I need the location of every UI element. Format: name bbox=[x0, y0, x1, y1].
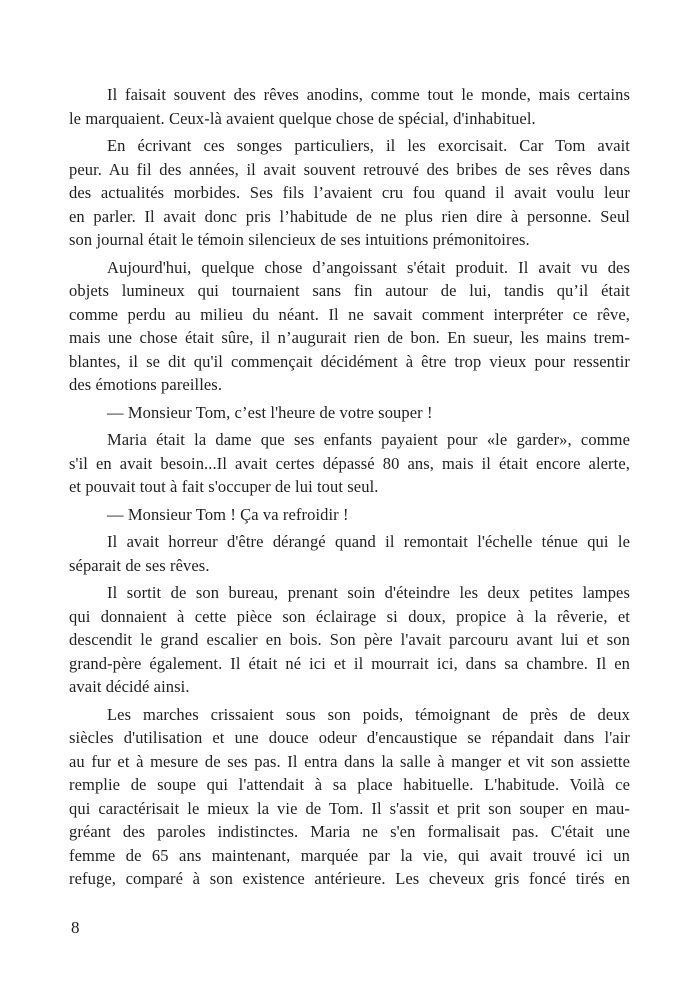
text-line: des émotions pareilles. bbox=[69, 375, 223, 394]
text-line: en parler. Il avait donc pris l’habitude de ne plus rien dire à personne. Seul bbox=[69, 206, 630, 226]
paragraph bbox=[69, 703, 630, 891]
text-line: gréant des paroles indistinctes. Maria ne s'en formalisait pas. C'était une bbox=[69, 822, 630, 841]
dialogue-paragraph bbox=[69, 401, 630, 425]
paragraph bbox=[69, 581, 630, 699]
text-line: qui donnaient à cette pièce son éclairage si doux, propice à la rêverie, et bbox=[69, 606, 630, 626]
dialogue-line: — Monsieur Tom, c’est l'heure de votre souper ! bbox=[107, 402, 433, 422]
text-line: qui caractérisait le mieux la vie de Tom. Il s'assit et prit son souper en mau- bbox=[69, 798, 630, 818]
text-body bbox=[69, 83, 630, 895]
text-line: Maria était la dame que ses enfants payaient pour «le garder», comme bbox=[107, 430, 630, 449]
text-line: séparait de ses rêves. bbox=[69, 555, 210, 575]
text-line: au fur et à mesure de ses pas. Il entra dans la salle à manger et vit son assiette bbox=[69, 751, 630, 771]
text-line: des actualités morbides. Ses fils l’avaient cru fou quand il avait voulu leur bbox=[69, 183, 630, 202]
text-line: objets lumineux qui tournaient sans fin autour de lui, tandis qu’il était bbox=[69, 281, 630, 300]
text-line: Il avait horreur d'être dérangé quand il remontait l'échelle ténue qui le bbox=[107, 532, 630, 551]
text-line: peur. Au fil des années, il avait souvent retrouvé des bribes de ses rêves dans bbox=[69, 159, 630, 179]
text-line: mais une chose était sûre, il n’augurait rien de bon. En sueur, les mains trem- bbox=[69, 328, 630, 347]
dialogue-line: — Monsieur Tom ! Ça va refroidir ! bbox=[107, 504, 349, 524]
text-line: grand-père également. Il était né ici et il mourrait ici, dans sa chambre. Il en bbox=[69, 653, 630, 673]
text-line: siècles d'utilisation et une douce odeur d'encaustique se répandait dans l'air bbox=[69, 728, 630, 747]
text-line: femme de 65 ans maintenant, marquée par la vie, qui avait trouvé ici un bbox=[69, 845, 630, 865]
paragraph bbox=[69, 134, 630, 252]
dialogue-paragraph bbox=[69, 503, 630, 527]
text-line: remplie de soupe qui l'attendait à sa place habituelle. L'habitude. Voilà ce bbox=[69, 775, 630, 794]
text-line: Aujourd'hui, quelque chose d’angoissant s'était produit. Il avait vu des bbox=[107, 257, 630, 277]
text-line: et pouvait tout à fait s'occuper de lui tout seul. bbox=[69, 477, 379, 496]
text-line: blantes, il se dit qu'il commençait décidément à être trop vieux pour ressentir bbox=[69, 351, 630, 371]
page-number: 8 bbox=[71, 918, 80, 937]
text-line: En écrivant ces songes particuliers, il les exorcisait. Car Tom avait bbox=[107, 136, 630, 155]
paragraph bbox=[69, 256, 630, 397]
text-line: comme perdu au milieu du néant. Il ne savait comment interpréter ce rêve, bbox=[69, 304, 630, 324]
text-line: avait décidé ainsi. bbox=[69, 677, 190, 696]
paragraph bbox=[69, 83, 630, 130]
text-line: Il faisait souvent des rêves anodins, comme tout le monde, mais certains bbox=[107, 85, 630, 104]
text-line: descendit le grand escalier en bois. Son père l'avait parcouru avant lui et son bbox=[69, 630, 630, 649]
text-line: le marquaient. Ceux-là avaient quelque chose de spécial, d'inhabituel. bbox=[69, 108, 536, 128]
paragraph bbox=[69, 530, 630, 577]
text-line: Les marches crissaient sous son poids, témoignant de près de deux bbox=[107, 704, 630, 724]
text-line: refuge, comparé à son existence antérieure. Les cheveux gris foncé tirés en bbox=[69, 869, 630, 888]
text-line: Il sortit de son bureau, prenant soin d'éteindre les deux petites lampes bbox=[107, 583, 630, 602]
text-line: s'il en avait besoin...Il avait certes dépassé 80 ans, mais il était encore alerte, bbox=[69, 453, 630, 473]
paragraph bbox=[69, 428, 630, 499]
text-line: son journal était le témoin silencieux de ses intuitions prémonitoires. bbox=[69, 230, 530, 249]
